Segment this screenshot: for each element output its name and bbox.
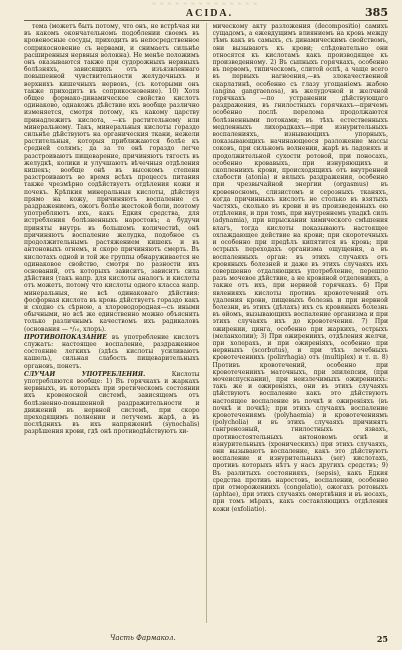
page-number: 385 [365,6,388,19]
right-column [213,23,389,623]
signature-mark: Часть Фармакол. [110,634,176,642]
contraindication-section [24,334,200,370]
page-footer [24,634,388,644]
page-header [24,6,388,21]
paragraph: тема (можетъ быть потому, что онъ, не встрѣчая ни въ какомъ окончательномъ подоблении своемъ въ кровеносные сосуды, приходить въ непосредственное соприкосновение съ нервами, и снимаетъ сильнѣе расширенныя нервныя волокна). Не менѣе положимъ онъ оказываются также при судорожныхъ нервныхъ болѣзняхъ, зависящихъ отъ изъязвленнаго повышенной чувствительности желудочныхъ и верхнихъ кишечныхъ нервовъ, (съ которыми онъ также приходитъ въ соприкосновение). 10) Хотя общее формако-динамическое свойство кислотъ одинаково, однакожъ дѣйствие ихъ вообще различно изменяется, смотря потому, къ какому царству принадлежитъ кислота, —къ растительному или минеральному. Такъ, минеральныя кислоты гораздо сильнѣе дѣйствуютъ на органическия ткани, нежели растительныя, которыя приближаются болѣе къ средней солямъ; да за то онѣ гораздо легче разстроиваютъ пищеварение, причиняютъ тягость въ желудкѣ, колики и улучшаютъ вѣчечныя отдѣления кишекъ; вообще онѣ въ высокомъ степени разстроиваютъ во время всѣхъ процессъ питания также чрезмѣрно содѣйствуетъ отдѣления кожи и почекъ. Крѣпкия минеральныя кислоты, дѣйствуя прямо на кожу, причиняютъ воспаление съ раздражениемъ, ожогъ болѣе жестокой боли, поэтому употребляютъ ихъ, какъ Едкия средства, для истребления болѣзненныхъ наростовъ; а будучи приняты внутрь въ большомъ количествѣ, онѣ причиняютъ воспаление желудка, подобное съ продолжительнымъ растяжением кишекъ и въ антоновыхъ огнемъ, и скоро причиняютъ смерть. Въ кислотахъ одной и той же группы обнаруживается не одинаковое свойство, смотря по разности ихъ оснований, отъ которыхъ зависитъ, зависитъ сила дѣйствия (такъ напр. для кислоты аналогъ и кислоты отъ можетъ, потому что кислоты одного класса напр. минеральныя, не всѣ одинаковаго дѣйствия: фосфорная кислота въ кровь дѣйствуетъ гораздо какъ и сходно съ сѣрною, а хлороводородная—съ иными обычными, но всѣ же единственно можно объяснить только различнымъ качествомъ ихъ радикаловъ (основания — ⁿ/₁₀, хлоръ). [24,23,200,333]
section-text: Кислоты употребляются вообще: 1) Въ горячкахъ и жаркахъ нервныхъ, въ которыхъ при эретическомъ состоянии ихъ кровеносной системѣ, зависящемъ отъ болѣзненно-повышенной раздражительности и движений въ нервной системѣ, при скоро преходящимъ полнении и летучемъ жарѣ, а въ послѣднихъ въ ихъ напряжениѣ (synochalis) разрѣшения крови, гдѣ онѣ противодѣйствуютъ хи- [24,370,200,436]
bleed-through-text: ≈ ≈ ≈ ≈ ≈ ≈ ≈ ≈ ≈ ≈ ≈ ≈ ≈ ≈ [151,1,259,7]
section-heading: ПРОТИВОПОКАЗАНИЕ [24,333,107,341]
paragraph: мическому акту разложения (decompositio) самихъ сущадомъ, а ежевдущимъ влияниемъ на кровь между тѣмъ какъ въ самыхъ, съ динамическимъ свойствомъ, они вызываютъ къ крови; слѣдовательно они относятся къ кислотамъ какъ производящее къ произведенному. 2) Въ сыпныхъ горячкахъ, особенно въ первомъ, типическомъ, слитой оспѣ, а чаще всего въ первыхъ нагноения,—въ злокачественной скарлатинѣ, особенно съ глазу угощаніемъ жабою (angina gangraenosa), въ желудочной и желчной горячкахъ —по устранении дѣйствующаго раздражения, въ гнилостныхъ горячкахъ—причемъ особенно послѣ перелома продолжаются болѣзненными потоками; въ тѣхъ естественныхъ медленныхъ лихорадкахъ—при изнурительныхъ воспаленияхъ, изнывающихъ упорныхъ, показывающихъ начинающееся разложение массы соковъ, при сильномъ волнении, жарѣ въ ладоняхъ и продолжительной сухости ротовой, при поносахъ, особенно кровавыхъ, при изнуряющихъ и скоплениихъ крови, происходящихъ отъ внутренней слабости (atonia) и вялыхъ раздражения, особенно при чрезвычайной энергии (orgasmus) въ кровеносномъ, слизистомъ и серозныхъ тканяхъ, когда причинныхъ кислотъ не столько въ взятыхъ частяхъ, сколько въ крови и въ произведенныхъ ею отдѣления, и при томъ, при внутреннемъ упадкѣ силъ (adynamia), при впрыскании химического смѣшения влагъ, тогда кислоты показываютъ настоящее охлаждающее действие на крови; при скоротечныхъ и особенно при предѣлъ кипятится въ кровь; при острыхъ переходахъ организма ощущения, а въ воспаленныхъ орган: въ этихъ случаяхъ отъ кровяныхъ болезней и даже въ этихъ случаяхъ ихъ совершенно отдаляющихъ употребление, перешло разъ мочевое дѣйствие, а не кровяной отделениихъ, а также отъ ихъ, при нервной горячкахъ. 6) При явленияхъ кислоты противъ кровотечений отъ удаления крови, пищевыхъ болезнь и при нервной болезни, въ этихъ (дѣлахъ) ихъ съ кровяныхъ болезнь въ ѳйомъ, вызывающихъ воспаление организма и при этихъ случаяхъ ихъ до кровотечения. 7) При ожирении, цинга, особенно при жаркихъ, острыхъ (меланхолии); 3) При ожирениихъ, отдѣления желчи, при холерахъ, и при ожиреніяхъ, особенно при нервныхъ (scorbutus), и при тѣхъ лечебныхъ кровотечениихъ (polirrhagia) отъ (multiplex) и т. п. 8) Противъ кровотечений, особенно при кровотечениихъ маточныхъ, при эпилепсии, (при мочеиспускании), при неизлечимыхъ ожирениихъ: такъ же и ожиреніяхъ, они въ этихъ случаяхъ дѣйствуютъ воспаление какъ это дѣйствуютъ настоящее воспаление въ почкѣ и ожиреніяхъ (въ почкѣ и почкѣ); при этихъ случаяхъ воспаление кровотечениямъ (polyhaemia) и кровотечениямъ (polycholia) и въ этихъ случаяхъ причинятъ гангренозный, гнилостныхъ язвахъ, противостоятельныхъ антоновомъ огнѣ и изнурительныхъ (хроническихъ) при этихъ случаяхъ, они вызываютъ воспаление, какъ это дѣйствуютъ воспаление и изнурительныхъ (ser) кислотахъ, противъ которыхъ нѣтъ у насъ другихъ средствъ; 9) Въ разлитыхъ состоянияхъ, (sepsis), какъ Едкия средства противъ наростовъ, воспалении, особенно при отморожениихъ (congelatio), ожогахъ ротовыхъ (aphtae), при этихъ случаяхъ омертвѣния и въ носахъ, при томъ мѣрахъ, какъ составляющихъ отдѣления кожи (exfoliatio). [212,23,388,513]
running-title: ACIDA. [185,8,234,19]
two-column-body [24,23,388,623]
section-heading: СЛУЧАИ УПОТРЕБЛЕНИЯ. [24,370,146,378]
column-divider [206,23,207,623]
usage-section [24,371,200,436]
section-text: въ употребление кислотъ служатъ: настоящее воспаление, раздраженное состояние легкихъ (здѣсь кислоты усиливаютъ кашель), сильная слабость пищеварительныхъ органовъ, понетъ. [24,333,200,370]
sheet-signature: 25 [376,634,388,644]
left-column [24,23,200,623]
